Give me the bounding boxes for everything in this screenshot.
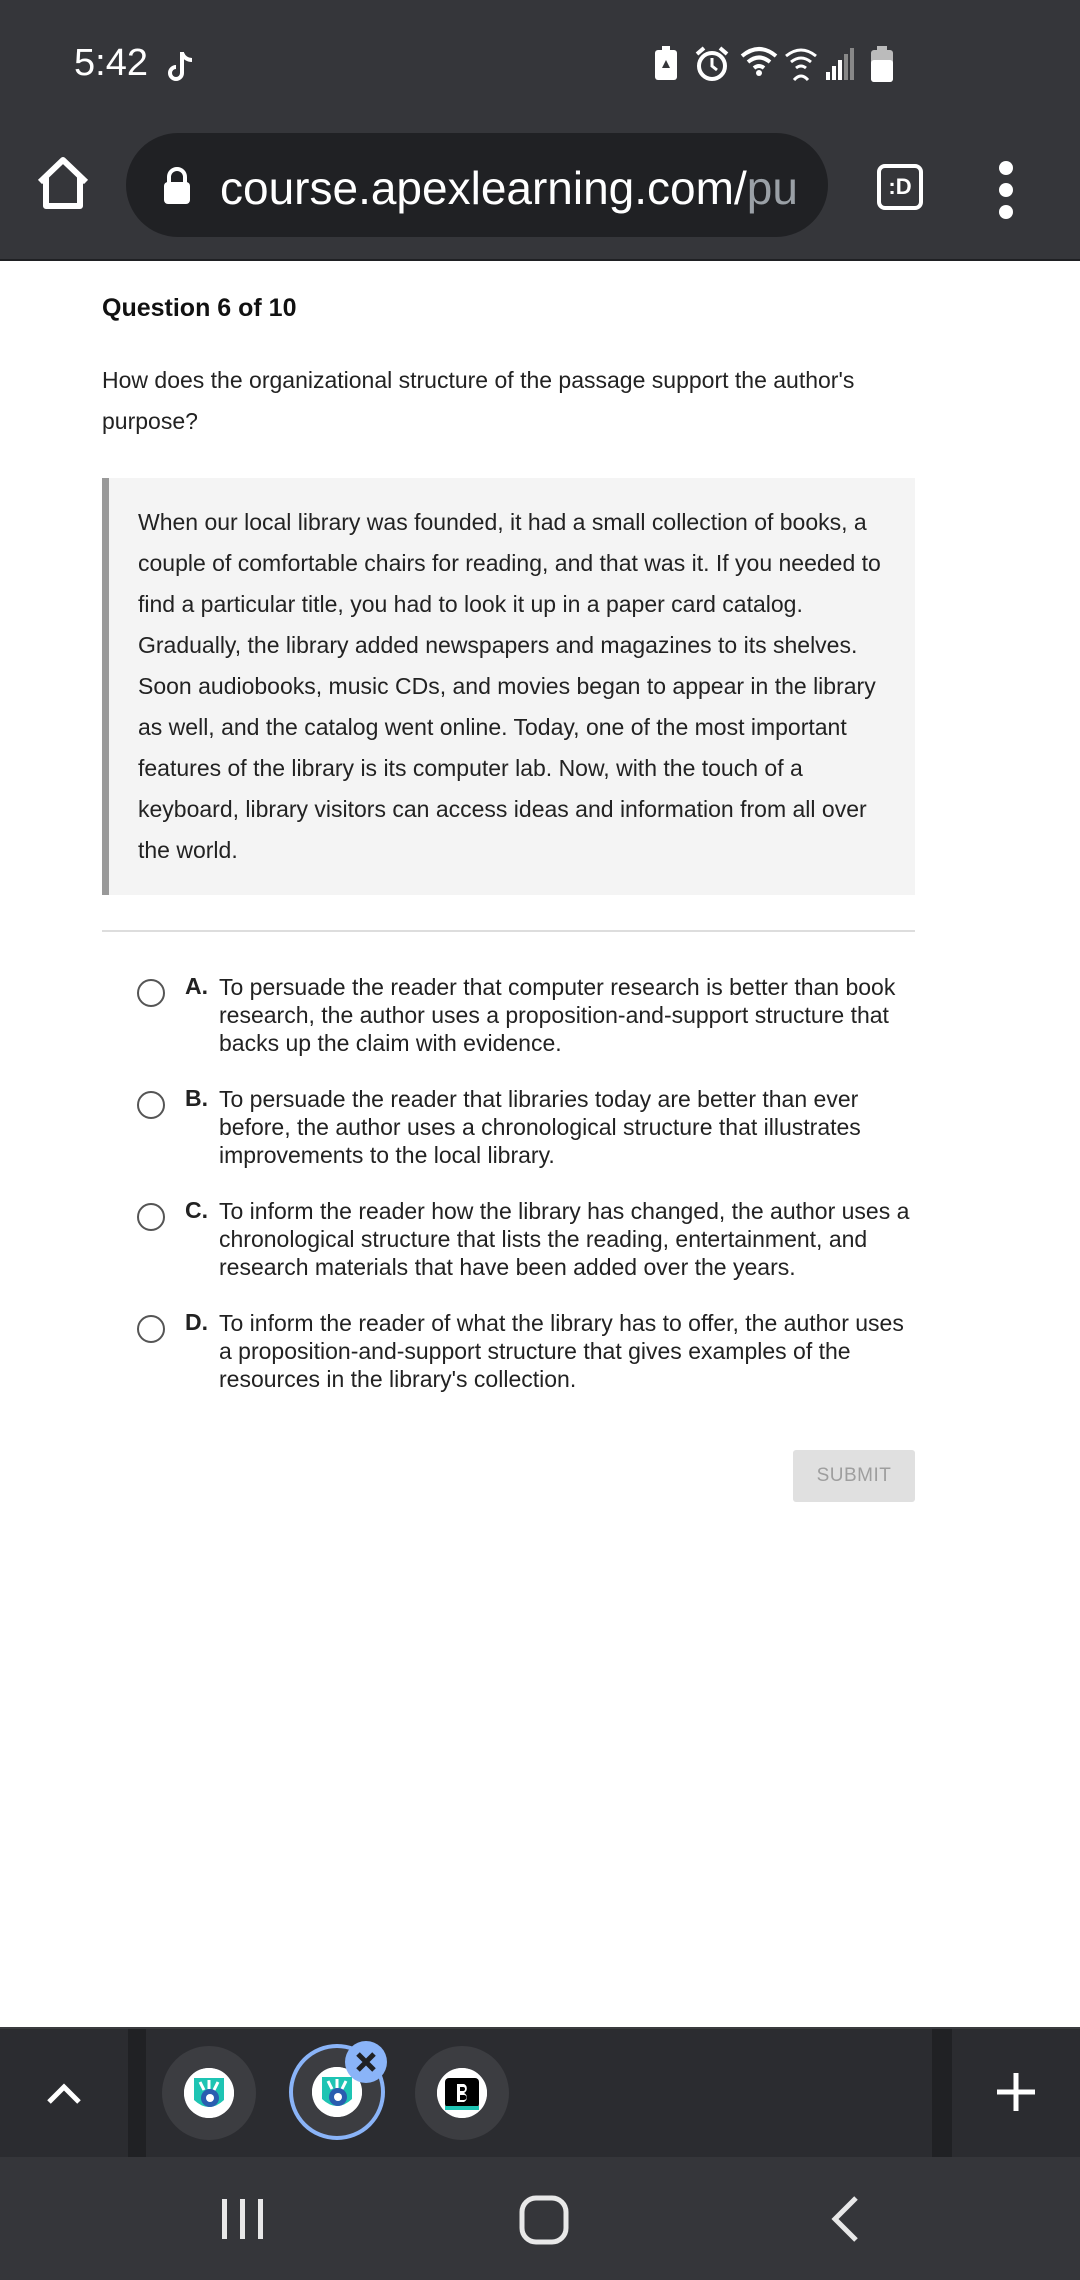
url-text: [220, 161, 798, 215]
browser-toolbar: [0, 132, 1080, 261]
status-bar: [0, 0, 1080, 132]
lock-icon: [162, 167, 192, 205]
option-letter: A.: [185, 973, 208, 999]
battery-icon: [870, 46, 894, 82]
expand-tabs-button[interactable]: [0, 2029, 128, 2157]
tab-item[interactable]: [162, 2046, 256, 2140]
option-letter: C.: [185, 1197, 208, 1223]
tiktok-icon: [166, 50, 196, 84]
alarm-icon: [694, 46, 730, 82]
option-letter: B.: [185, 1085, 208, 1111]
home-icon[interactable]: [34, 154, 92, 212]
back-icon[interactable]: [830, 2195, 860, 2243]
tab-strip: [0, 2027, 1080, 2157]
home-nav-icon[interactable]: [519, 2195, 569, 2245]
brainly-icon: [184, 2068, 234, 2118]
chevron-up-icon: [46, 2083, 82, 2105]
radio-button[interactable]: [137, 1203, 165, 1231]
tab-strip-tabs: [146, 2029, 932, 2157]
passage-text: When our local library was founded, it had a small collection of books, a couple of comfortable chairs for reading, and that was it. If you needed to find a particular title, you had to look it up in a paper card catalog. Gradually, the library added newspapers and magazines to its shelves. Soon audiobooks, music CDs, and movies began to appear in the library as well, and the catalog went online. Today, one of the most important features of the library is its computer lab. Now, with the touch of a keyboard, library visitors can access ideas and information from all over the world.: [138, 509, 881, 863]
new-tab-button[interactable]: [952, 2029, 1080, 2157]
signal-icon: [826, 46, 854, 80]
passage-box: [102, 478, 915, 895]
url-domain: course.apexlearning.com/: [220, 162, 747, 214]
status-time: 5:42: [74, 42, 148, 84]
radio-button[interactable]: [137, 1315, 165, 1343]
option-text: To persuade the reader that computer research is better than book research, the author uses a proposition-and-support structure that backs up the claim with evidence.: [219, 974, 896, 1056]
more-menu-icon[interactable]: [996, 160, 1016, 220]
wifi-icon: [740, 46, 778, 76]
address-bar[interactable]: [126, 133, 828, 237]
hotspot-icon: [784, 46, 818, 82]
radio-button[interactable]: [137, 1091, 165, 1119]
divider: [102, 930, 915, 932]
brainly-b-icon: [437, 2068, 487, 2118]
option-text: To inform the reader of what the library has to offer, the author uses a proposition-and-support structure that gives examples of the resources in the library's collection.: [219, 1310, 904, 1392]
plus-icon: [995, 2071, 1037, 2113]
question-header: Question 6 of 10: [102, 294, 297, 322]
url-path: pu: [746, 162, 798, 214]
close-icon: [345, 2041, 387, 2083]
option-text: To inform the reader how the library has changed, the author uses a chronological structure that lists the reading, entertainment, and research materials that have been added over the years.: [219, 1198, 910, 1280]
option-letter: D.: [185, 1309, 208, 1335]
submit-button[interactable]: SUBMIT: [793, 1450, 915, 1502]
system-nav-bar: [0, 2157, 1080, 2280]
tab-switcher-button[interactable]: :D: [877, 164, 923, 210]
radio-button[interactable]: [137, 979, 165, 1007]
recent-apps-icon[interactable]: [220, 2198, 266, 2240]
option-text: To persuade the reader that libraries today are better than ever before, the author uses a chronological structure that illustrates improvements to the local library.: [219, 1086, 861, 1168]
close-tab-button[interactable]: [345, 2041, 387, 2083]
tab-item[interactable]: [415, 2046, 509, 2140]
question-prompt: How does the organizational structure of the passage support the author's purpose?: [102, 367, 855, 434]
battery-saver-icon: [654, 46, 678, 80]
